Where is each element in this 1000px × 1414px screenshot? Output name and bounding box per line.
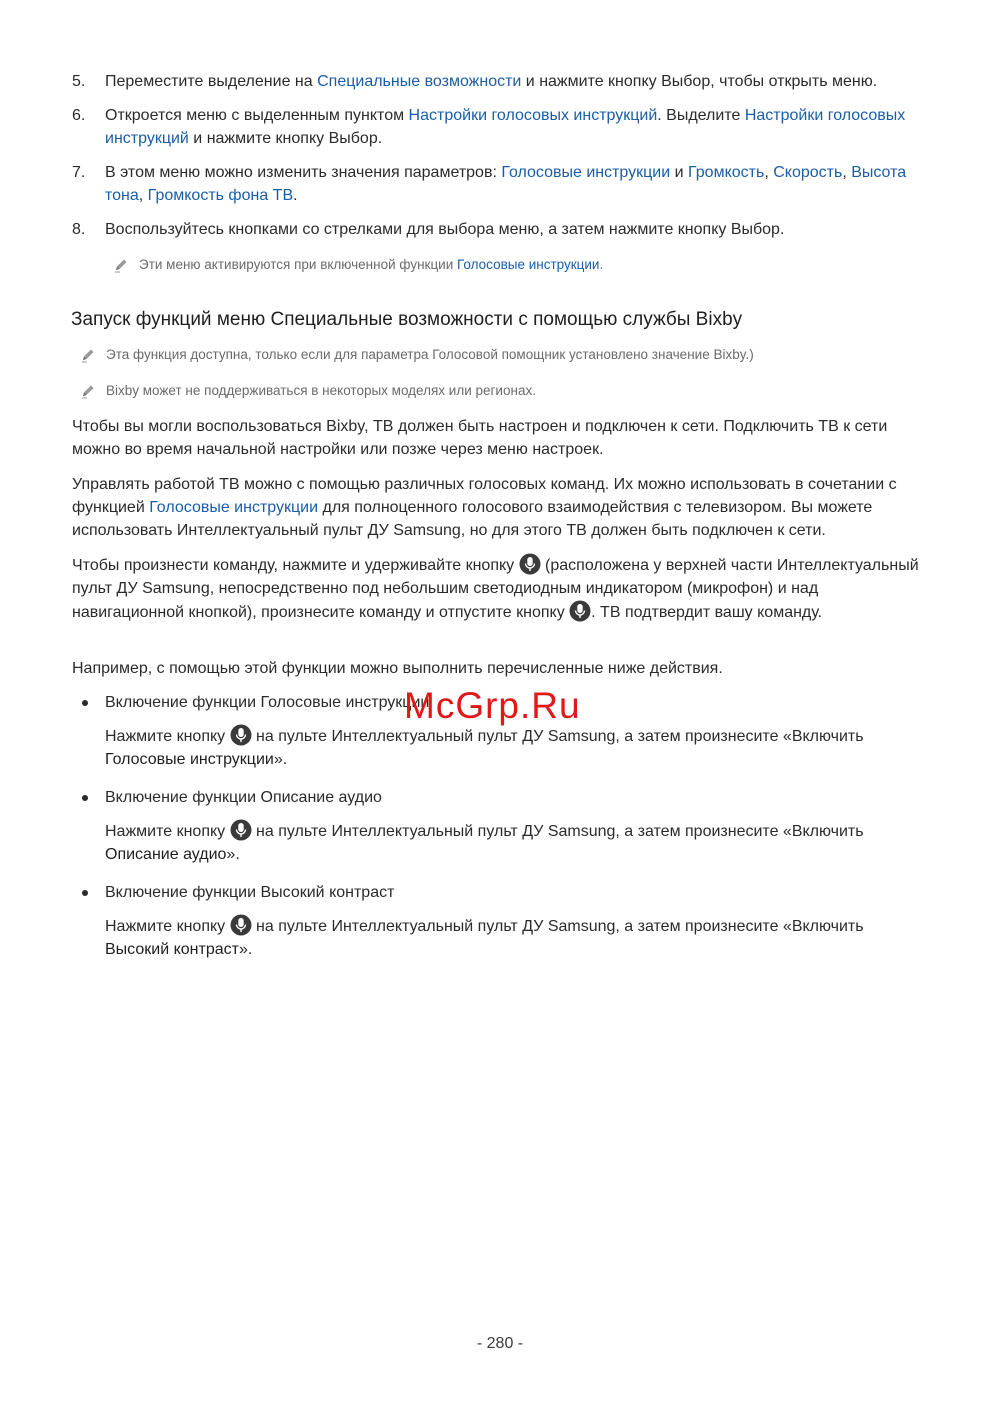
paragraph-network: Чтобы вы могли воспользоваться Bixby, ТВ должен быть настроен и подключен к сети. Подключить ТВ к сети можно во время начальной настройки или позже через меню настроек. bbox=[72, 418, 888, 458]
text: Эти меню активируются при включенной функции bbox=[139, 257, 458, 272]
text: ». bbox=[238, 941, 253, 958]
step-number: 5. bbox=[72, 73, 86, 90]
step-number: 6. bbox=[72, 107, 86, 124]
text: , bbox=[138, 187, 148, 204]
text: . bbox=[293, 187, 298, 204]
paragraph-example: Например, с помощью этой функции можно выполнить перечисленные ниже действия. bbox=[72, 660, 723, 677]
microphone-icon bbox=[519, 553, 541, 575]
text: В этом меню можно изменить значения параметров: bbox=[105, 164, 502, 181]
text: Чтобы произнести команду, нажмите и удерживайте кнопку bbox=[72, 557, 519, 574]
link-pitch[interactable]: Высота тона bbox=[105, 164, 907, 204]
text: Нажмите кнопку bbox=[105, 728, 230, 745]
link-voice-guide-note[interactable]: Голосовые инструкции bbox=[457, 257, 600, 272]
text: ». bbox=[273, 751, 288, 768]
step-number: 8. bbox=[72, 221, 86, 238]
step-number: 7. bbox=[72, 164, 86, 181]
step-5 bbox=[72, 70, 932, 93]
bullet-audio-description bbox=[72, 786, 932, 809]
note-text: Эта функция доступна, только если для параметра Голосовой помощник установлено значение Bixby.) bbox=[106, 347, 754, 362]
paragraph-voice-commands bbox=[72, 473, 932, 542]
text: и нажмите кнопку Выбор. bbox=[188, 130, 383, 147]
note-text bbox=[139, 255, 913, 275]
bullet-title: Включение функции Голосовые инструкции bbox=[105, 694, 430, 711]
bullet-title: Включение функции Высокий контраст bbox=[105, 884, 395, 901]
link-volume[interactable]: Громкость bbox=[688, 164, 765, 181]
text: для полноценного голосового взаимодействия с телевизором. Вы можете использовать Интеллектуальный пульт ДУ Samsung, но для этого ТВ должен быть подключен к сети. bbox=[72, 499, 873, 539]
microphone-icon bbox=[230, 724, 252, 746]
link-voice-guide-para[interactable]: Голосовые инструкции bbox=[149, 499, 319, 516]
page-number: - 280 - bbox=[476, 1335, 524, 1352]
pencil-icon bbox=[80, 383, 96, 399]
text: (расположена у верхней части Интеллектуальный пульт ДУ Samsung, непосредственно под небольшим светодиодным индикатором (микрофон) и над навигационной кнопкой), произнесите команду и отпустите кнопку bbox=[72, 557, 919, 621]
text: . Выделите bbox=[657, 107, 745, 124]
bullet-dot bbox=[82, 795, 88, 801]
text: . bbox=[599, 257, 604, 272]
step-6 bbox=[72, 104, 932, 150]
text: , bbox=[842, 164, 852, 181]
text: ». bbox=[226, 846, 240, 863]
link-accessibility[interactable]: Специальные возможности bbox=[317, 73, 522, 90]
text: Управлять работой ТВ можно с помощью различных голосовых команд. Их можно использовать в сочетании с функцией bbox=[72, 476, 897, 516]
step-text: Воспользуйтесь кнопками со стрелками для выбора меню, а затем нажмите кнопку Выбор. bbox=[105, 221, 785, 238]
text: Нажмите кнопку bbox=[105, 823, 230, 840]
section-heading: Запуск функций меню Специальные возможности с помощью службы Bixby bbox=[71, 309, 743, 330]
bullet-audio-description-instruction bbox=[105, 819, 905, 866]
microphone-icon bbox=[230, 914, 252, 936]
link-tv-background-volume[interactable]: Громкость фона ТВ bbox=[147, 187, 294, 204]
text: на пульте Интеллектуальный пульт ДУ Samsung, а затем произнесите «Включить bbox=[251, 823, 864, 840]
text: и bbox=[670, 164, 689, 181]
voice-command: Описание аудио bbox=[105, 846, 227, 863]
step-text bbox=[105, 70, 932, 93]
text: Откроется меню с выделенным пунктом bbox=[105, 107, 409, 124]
note-step-8 bbox=[113, 255, 913, 275]
paragraph-mic-button bbox=[72, 553, 932, 624]
bullet-high-contrast-instruction bbox=[105, 914, 905, 961]
text: на пульте Интеллектуальный пульт ДУ Samsung, а затем произнесите «Включить bbox=[251, 728, 864, 745]
text: Переместите выделение на bbox=[105, 73, 318, 90]
bullet-voice-guide-instruction bbox=[105, 724, 905, 771]
link-voice-guide-settings-2[interactable]: Настройки голосовых инструкций bbox=[105, 107, 906, 147]
link-voice-guide-settings[interactable]: Настройки голосовых инструкций bbox=[408, 107, 658, 124]
pencil-icon bbox=[113, 257, 129, 273]
microphone-icon bbox=[569, 600, 591, 622]
text: . ТВ подтвердит вашу команду. bbox=[591, 604, 823, 621]
link-voice-guide[interactable]: Голосовые инструкции bbox=[501, 164, 671, 181]
watermark: McGrp.Ru bbox=[404, 685, 581, 726]
text: , bbox=[764, 164, 774, 181]
text: и нажмите кнопку Выбор, чтобы открыть меню. bbox=[521, 73, 878, 90]
text: Нажмите кнопку bbox=[105, 918, 230, 935]
note-bixby-support bbox=[80, 381, 940, 401]
step-text bbox=[105, 161, 932, 207]
step-7 bbox=[72, 161, 932, 207]
step-8 bbox=[72, 218, 932, 241]
note-text: Bixby может не поддерживаться в некоторых моделях или регионах. bbox=[106, 383, 536, 398]
voice-command: Высокий контраст bbox=[105, 941, 239, 958]
voice-command: Голосовые инструкции bbox=[105, 751, 274, 768]
bullet-title: Включение функции Описание аудио bbox=[105, 789, 382, 806]
note-bixby-availability bbox=[80, 345, 940, 365]
text: на пульте Интеллектуальный пульт ДУ Samsung, а затем произнесите «Включить bbox=[251, 918, 864, 935]
link-speed[interactable]: Скорость bbox=[773, 164, 843, 181]
microphone-icon bbox=[230, 819, 252, 841]
step-text bbox=[105, 104, 932, 150]
bullet-high-contrast bbox=[72, 881, 932, 904]
pencil-icon bbox=[80, 347, 96, 363]
bullet-dot bbox=[82, 890, 88, 896]
bullet-dot bbox=[82, 700, 88, 706]
